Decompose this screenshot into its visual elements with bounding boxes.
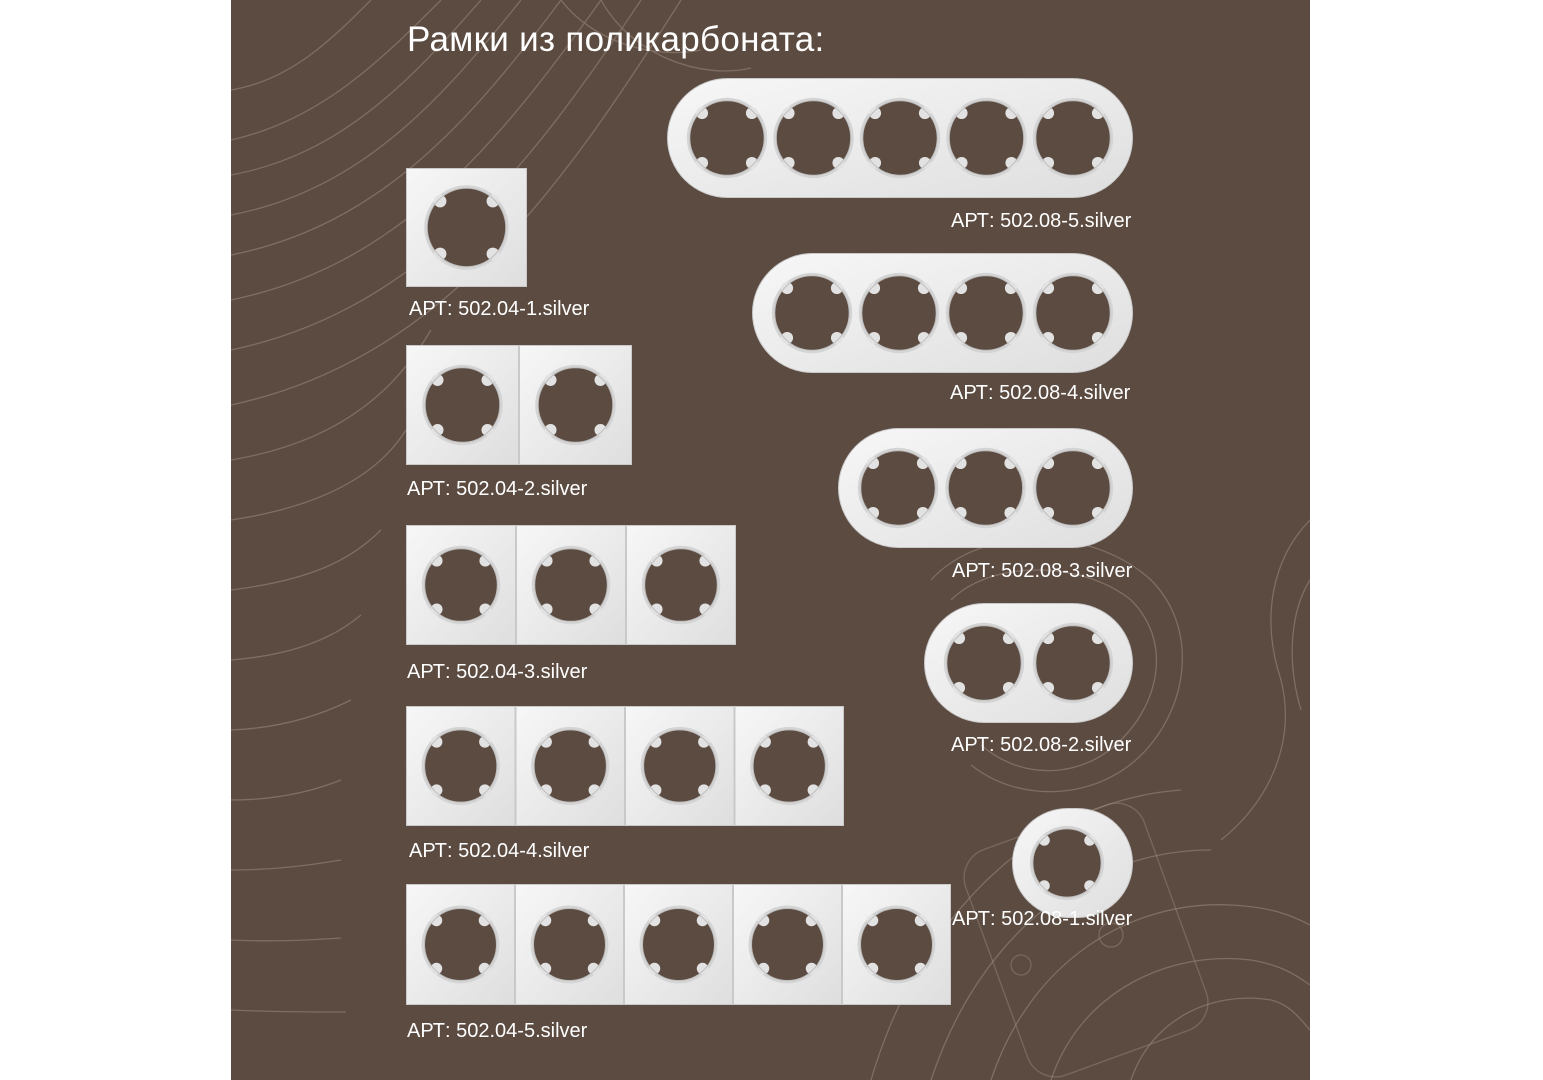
frame-article-label: АРТ: 502.08-2.silver [951,734,1132,756]
square-frame-5 [406,884,951,1005]
frame-article-label: АРТ: 502.04-5.silver [407,1020,588,1042]
product-panel [231,0,1310,1080]
oval-frame-3 [838,428,1133,548]
square-frame-1 [406,168,527,287]
square-frame-2 [406,345,632,465]
page-title: Рамки из поликарбоната: [407,20,825,59]
frame-article-label: АРТ: 502.08-3.silver [952,560,1133,582]
square-frame-3 [406,525,736,645]
square-frame-4 [406,706,844,826]
frame-article-label: АРТ: 502.08-4.silver [950,382,1131,404]
frame-article-label: АРТ: 502.04-3.silver [407,661,588,683]
frame-article-label: АРТ: 502.04-1.silver [409,298,590,320]
oval-frame-4 [752,253,1133,373]
frame-article-label: АРТ: 502.08-5.silver [951,210,1132,232]
oval-frame-1 [1012,808,1133,918]
frame-article-label: АРТ: 502.04-2.silver [407,478,588,500]
oval-frame-2 [924,603,1133,723]
oval-frame-5 [667,78,1133,198]
frame-article-label: АРТ: 502.04-4.silver [409,840,590,862]
frame-article-label: АРТ: 502.08-1.silver [952,908,1133,930]
